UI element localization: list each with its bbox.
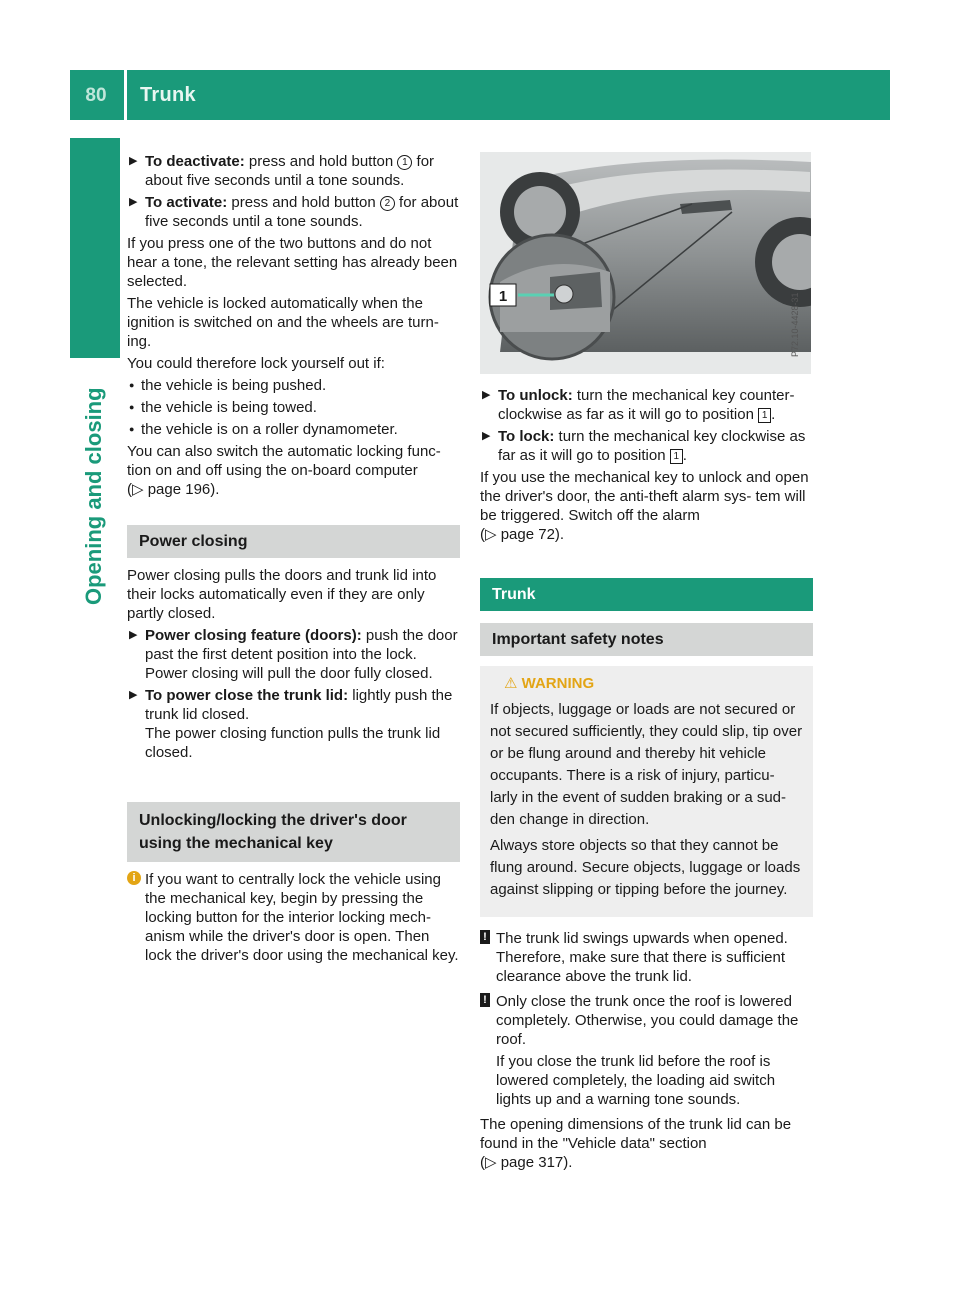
step-text: for about five seconds until a tone sounds. <box>145 194 459 230</box>
door-handle-illustration <box>480 152 811 374</box>
left-column <box>127 152 460 965</box>
list-item: ● the vehicle is on a roller dynamometer. <box>127 420 460 439</box>
page-reference-link[interactable]: (▷ page 72). <box>480 526 565 543</box>
warning-box <box>480 666 813 917</box>
step-unlock <box>480 386 813 424</box>
paragraph-text: The opening dimensions of the trunk lid can be found in the "Vehicle data" section <box>480 1116 792 1152</box>
front-rim <box>514 186 566 238</box>
step-text: . <box>771 406 776 423</box>
warning-title: WARNING <box>521 675 595 692</box>
paragraph <box>127 442 460 499</box>
page-title: Trunk <box>140 84 196 106</box>
list-item: ● the vehicle is being pushed. <box>127 376 460 395</box>
section-heading-power-closing: Power closing <box>127 525 460 558</box>
exclamation-icon: ! <box>480 993 490 1007</box>
button-2-marker: 2 <box>380 196 395 211</box>
paragraph <box>480 468 813 544</box>
warning-text: Always store objects so that they cannot be flung around. Secure objects, luggage or loads against slipping or tipping before the journey. <box>490 837 801 898</box>
warning-header <box>490 674 803 693</box>
paragraph <box>480 1115 813 1172</box>
step-label: To deactivate: <box>145 153 245 170</box>
page-number: 80 <box>85 85 107 106</box>
caution-note <box>480 929 813 986</box>
step-power-close-doors <box>127 626 460 683</box>
callout-number: 1 <box>498 288 508 305</box>
position-1-marker: 1 <box>670 449 683 464</box>
paragraph-text: If you use the mechanical key to unlock and open the driver's door, the anti-theft alarm sys- tem will be triggered. Switch off the alarm <box>480 469 809 524</box>
button-1-marker: 1 <box>397 155 412 170</box>
step-label: To unlock: <box>498 387 573 404</box>
step-label: To lock: <box>498 428 555 445</box>
section-label: Opening and closing <box>81 387 106 605</box>
info-text: If you want to centrally lock the vehicle using the mechanical key, begin by pressing the locking button for the interior locking mech- anism while the driver's door is open. Then lock the driver's door using the mechanical key. <box>145 871 459 964</box>
key-cylinder <box>555 285 573 303</box>
step-text: The power closing function pulls the trunk lid closed. <box>145 725 441 761</box>
step-label: To power close the trunk lid: <box>145 687 349 704</box>
step-text: press and hold button <box>248 153 398 170</box>
list-item: ● the vehicle is being towed. <box>127 398 460 417</box>
section-tab <box>70 138 120 358</box>
caution-note <box>480 992 813 1109</box>
heading-line: using the mechanical key <box>139 835 333 852</box>
position-1-marker: 1 <box>758 408 771 423</box>
page-reference-link[interactable]: (▷ page 317). <box>480 1154 573 1171</box>
page-reference-link[interactable]: (▷ page 196). <box>127 481 220 498</box>
heading-line: Unlocking/locking the driver's door <box>139 812 407 829</box>
step-label: Power closing feature (doors): <box>145 627 362 644</box>
step-text: lightly push the trunk lid closed. <box>145 687 453 723</box>
section-heading-trunk: Trunk <box>480 578 813 611</box>
step-text: press and hold button <box>231 194 380 211</box>
paragraph: Power closing pulls the doors and trunk lid into their locks automatically even if they are only partly closed. <box>127 567 437 622</box>
paragraph: The vehicle is locked automatically when the ignition is switched on and the wheels are turn- ing. <box>127 295 439 350</box>
right-column <box>480 386 813 1175</box>
step-deactivate <box>127 152 460 190</box>
figure-code: P72.10-4428-31 <box>790 292 800 357</box>
step-activate <box>127 193 460 231</box>
note-text: The trunk lid swings upwards when opened. Therefore, make sure that there is sufficient clearance above the trunk lid. <box>496 930 788 985</box>
paragraph-text: You can also switch the automatic locking func- tion on and off using the on-board computer <box>127 443 441 479</box>
warning-text: If objects, luggage or loads are not secured or not secured sufficiently, they could slip, tip over or be flung around and thereby hit vehicle occupants. There is a risk of injury, particu- larly in the event of sudden braking or a sud- den change in direction. <box>490 701 803 828</box>
warning-icon: ⚠ <box>504 675 518 692</box>
paragraph: If you press one of the two buttons and do not hear a tone, the relevant setting has already been selected. <box>127 235 458 290</box>
step-text: turn the mechanical key clockwise as far as it will go to position <box>498 428 806 464</box>
step-label: To activate: <box>145 194 228 211</box>
section-heading-mechanical-key <box>127 802 460 862</box>
section-heading-safety-notes: Important safety notes <box>480 623 813 656</box>
info-note <box>127 870 460 965</box>
step-lock <box>480 427 813 465</box>
step-power-close-trunk <box>127 686 460 762</box>
header-divider <box>124 70 127 120</box>
exclamation-icon: ! <box>480 930 490 944</box>
step-text: Power closing will pull the door fully closed. <box>145 665 433 682</box>
step-text: push the door past the first detent position into the lock. <box>145 627 458 663</box>
note-text: Only close the trunk once the roof is lowered completely. Otherwise, you could damage the roof. <box>496 993 799 1048</box>
step-text: . <box>682 447 687 464</box>
note-text: If you close the trunk lid before the roof is lowered completely, the loading aid switch lights up and a warning tone sounds. <box>496 1053 776 1108</box>
paragraph: You could therefore lock yourself out if: <box>127 355 385 372</box>
step-text: turn the mechanical key counter- clockwise as far as it will go to position <box>498 387 795 423</box>
info-icon: i <box>127 871 141 885</box>
step-text: for about five seconds until a tone sounds. <box>145 153 435 189</box>
